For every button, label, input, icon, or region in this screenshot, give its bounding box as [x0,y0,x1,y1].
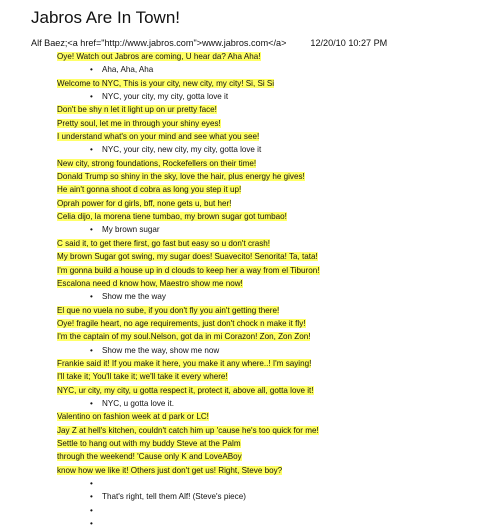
highlighted-line [57,410,487,423]
line-text: C said it, to get there first, go fast but easy so u don't crash! [57,238,270,248]
bullet-line [57,223,487,236]
bullet-icon: • [90,519,93,529]
line-text: I understand what's on your mind and see what you see! [57,132,260,142]
line-text: I'll take it; You'll take it; we'll take it every where! [57,372,228,382]
line-text: Welcome to NYC, This is your city, new city, my city! Si, Si Si [57,78,275,88]
highlighted-line [57,357,487,370]
post-title: Jabros Are In Town! [31,8,180,27]
line-text: Escalona need d know how, Maestro show me now! [57,278,243,288]
highlighted-line [57,424,487,437]
post-byline [31,38,387,49]
highlighted-line [57,437,487,450]
line-text: Valentino on fashion week at d park or LC! [57,412,209,422]
line-text: Frankie said it! If you make it here, you make it any where..! I'm saying! [57,358,312,368]
line-text: Settle to hang out with my buddy Steve at the Palm [57,438,241,448]
line-text: Show me the way [102,292,166,302]
highlighted-line [57,464,487,477]
highlighted-line [57,210,487,223]
bullet-line [57,477,487,490]
line-text: NYC, your city, my city, gotta love it [102,92,229,102]
bullet-line [57,344,487,357]
bullet-icon: • [90,492,93,502]
highlighted-line [57,77,487,90]
highlighted-line [57,317,487,330]
bullet-icon: • [90,505,93,515]
highlighted-line [57,304,487,317]
bullet-icon: • [90,225,93,235]
bullet-line [57,63,487,76]
highlighted-line [57,103,487,116]
bullet-line [57,143,487,156]
line-text: NYC, your city, new city, my city, gotta love it [102,145,262,155]
line-text: Show me the way, show me now [102,345,220,355]
line-text: That's right, tell them Alf! (Steve's piece) [102,492,246,502]
bullet-icon: • [90,398,93,408]
line-text: Aha, Aha, Aha [102,65,154,75]
bullet-icon: • [90,292,93,302]
highlighted-line [57,250,487,263]
line-text: Oye! Watch out Jabros are coming, U hear da? Aha Aha! [57,52,261,61]
highlighted-line [57,370,487,383]
bullet-icon: • [90,65,93,75]
highlighted-line [57,277,487,290]
highlighted-line [57,237,487,250]
post-date: 12/20/10 10:27 PM [310,38,388,48]
highlighted-line [57,197,487,210]
highlighted-line [57,170,487,183]
highlighted-line [57,450,487,463]
bullet-line [57,290,487,303]
line-text: I'm the captain of my soul.Nelson, got da in mi Corazon! Zon, Zon Zon! [57,332,311,342]
line-text: I'm gonna build a house up in d clouds to keep her a way from el Tiburon! [57,265,320,275]
line-text: NYC, ur city, my city, u gotta respect it, protect it, above all, gotta love it! [57,385,314,395]
line-text: Oye! fragile heart, no age requirements, just don't chock n make it fly! [57,318,306,328]
highlighted-line [57,157,487,170]
line-text: Celia dijo, la morena tiene tumbao, my brown sugar got tumbao! [57,212,287,222]
line-text: NYC, u gotta love it. [102,398,174,408]
bullet-line [57,490,487,503]
highlighted-line [57,384,487,397]
line-text: Pretty soul, let me in through your shiny eyes! [57,118,221,128]
line-text: Oprah power for d girls, bff, none gets u, but her! [57,198,232,208]
bullet-line [57,90,487,103]
highlighted-line [57,183,487,196]
line-text: El que no vuela no sube, if you don't fly you ain't getting there! [57,305,280,315]
bullet-line [57,397,487,410]
bullet-line [57,504,487,517]
highlighted-line [57,264,487,277]
highlighted-line [57,50,487,63]
highlighted-line [57,130,487,143]
line-text: Jay Z at hell's kitchen, couldn't catch him up 'cause he's too quick for me! [57,425,319,435]
bullet-line [57,517,487,530]
line-text: through the weekend! 'Cause only K and LoveABoy [57,452,242,462]
line-text: know how we like it! Others just don't get us! Right, Steve boy? [57,465,283,475]
author-link-text: Alf Baez;<a href="http://www.jabros.com">www.jabros.com</a> [31,38,287,48]
line-text: Donald Trump so shiny in the sky, love the hair, plus energy he gives! [57,172,305,182]
highlighted-line [57,117,487,130]
line-text: My brown Sugar got swing, my sugar does! Suavecito! Senorita! Ta, tata! [57,252,318,262]
lyrics-body [57,50,487,530]
bullet-icon: • [90,345,93,355]
line-text: New city, strong foundations, Rockefellers on their time! [57,158,257,168]
line-text: He ain't gonna shoot d cobra as long you step it up! [57,185,242,195]
bullet-icon: • [90,145,93,155]
line-text: My brown sugar [102,225,160,235]
line-text: Don't be shy n let it light up on ur pretty face! [57,105,217,115]
bullet-icon: • [90,479,93,488]
highlighted-line [57,330,487,343]
bullet-icon: • [90,92,93,102]
